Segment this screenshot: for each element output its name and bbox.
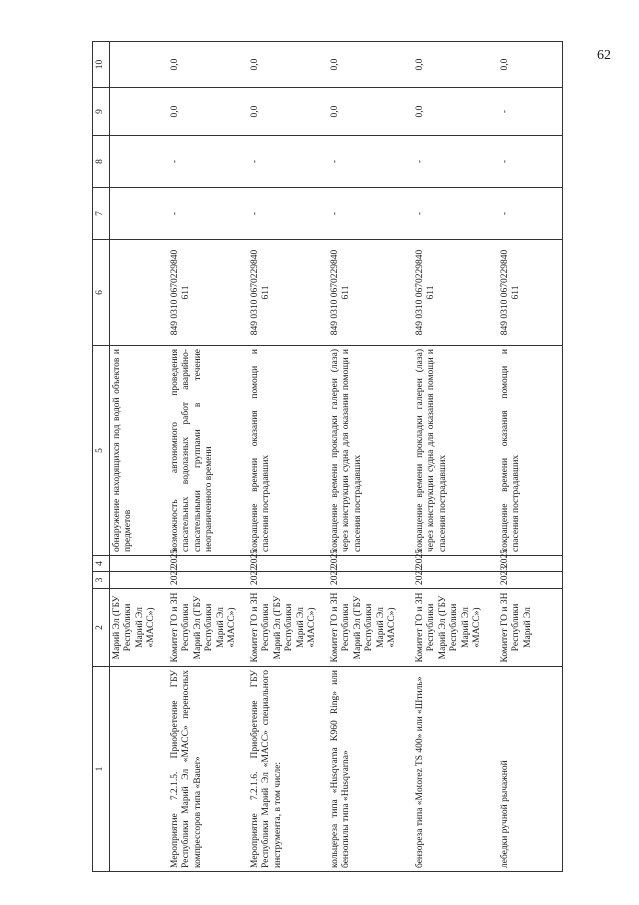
column-header: 1 xyxy=(93,667,110,872)
column-header: 2 xyxy=(93,589,110,667)
cell-col9: 0,0 xyxy=(328,88,413,136)
column-header: 9 xyxy=(93,88,110,136)
cell-end-year: 2025 xyxy=(168,556,248,572)
cell-end-year: 2025 xyxy=(328,556,413,572)
cell-col9 xyxy=(109,88,168,136)
program-table xyxy=(92,41,563,872)
cell-measure: лебедки ручной рычажной xyxy=(498,667,563,872)
cell-executor: Комитет ГО и ЗН Республики Марий Эл (ГБУ Республики Марий Эл «МАСС») xyxy=(413,589,498,667)
cell-col8: - xyxy=(168,136,248,188)
cell-start-year: 2022 xyxy=(328,572,413,589)
column-header: 4 xyxy=(93,556,110,572)
cell-result: сокращение времени прокладки галереи (лаза) через конструкции судна для оказания помощи и спасения пострадавших xyxy=(413,346,498,556)
cell-col8: - xyxy=(498,136,563,188)
cell-result: возможность автономного проведения спасательных водолазных работ аварийно-спасательными группами в течение неограниченного времени xyxy=(168,346,248,556)
cell-start-year: 2023 xyxy=(498,572,563,589)
cell-measure: кольцереза типа «Husqvarna K960 Ring» или бензопилы типа «Husqvarna» xyxy=(328,667,413,872)
cell-col7: - xyxy=(498,188,563,240)
table-row xyxy=(328,42,413,872)
cell-end-year: 2025 xyxy=(498,556,563,572)
cell-col9: 0,0 xyxy=(168,88,248,136)
cell-end-year xyxy=(109,556,168,572)
table-row xyxy=(109,42,168,872)
cell-start-year: 2022 xyxy=(248,572,328,589)
cell-col10: 0,0 xyxy=(413,42,498,88)
cell-executor: Комитет ГО и ЗН Республики Марий Эл xyxy=(498,589,563,667)
cell-col7 xyxy=(109,188,168,240)
cell-measure xyxy=(109,667,168,872)
cell-executor: Комитет ГО и ЗН Республики Марий Эл (ГБУ Республики Марий Эл «МАСС») xyxy=(248,589,328,667)
cell-budget-code xyxy=(109,240,168,346)
table-row xyxy=(498,42,563,872)
cell-end-year: 2025 xyxy=(413,556,498,572)
cell-col10: 0,0 xyxy=(248,42,328,88)
cell-col7: - xyxy=(413,188,498,240)
cell-result: сокращение времени оказания помощи и спасения пострадавших xyxy=(498,346,563,556)
cell-col8: - xyxy=(328,136,413,188)
column-header: 7 xyxy=(93,188,110,240)
column-header: 5 xyxy=(93,346,110,556)
cell-measure: Мероприятие 7.2.1.5. Приобретение ГБУ Республики Марий Эл «МАСС» переносных компрессоров типа «Bauer» xyxy=(168,667,248,872)
cell-col7: - xyxy=(248,188,328,240)
cell-col7: - xyxy=(328,188,413,240)
cell-col9: 0,0 xyxy=(413,88,498,136)
cell-budget-code: 849 0310 0670229840 611 xyxy=(248,240,328,346)
table-header-row xyxy=(93,42,110,872)
cell-start-year: 2022 xyxy=(413,572,498,589)
cell-col7: - xyxy=(168,188,248,240)
cell-col10: 0,0 xyxy=(498,42,563,88)
cell-result: сокращение времени прокладки галереи (лаза) через конструкции судна для оказания помощи и спасения пострадавших xyxy=(328,346,413,556)
cell-col9: 0,0 xyxy=(248,88,328,136)
cell-col8: - xyxy=(413,136,498,188)
cell-executor: Комитет ГО и ЗН Республики Марий Эл (ГБУ Республики Марий Эл «МАСС») xyxy=(168,589,248,667)
cell-measure: Мероприятие 7.2.1.6. Приобретение ГБУ Республики Марий Эл «МАСС» специального инструмента, в том числе: xyxy=(248,667,328,872)
cell-measure: бензореза типа «Motorez TS 400» или «Штиль» xyxy=(413,667,498,872)
cell-executor: Марий Эл (ГБУ Республики Марий Эл «МАСС») xyxy=(109,589,168,667)
cell-col10: 0,0 xyxy=(168,42,248,88)
cell-budget-code: 849 0310 0670229840 611 xyxy=(168,240,248,346)
cell-result: обнаружение находящихся под водой объектов и предметов xyxy=(109,346,168,556)
cell-col9: - xyxy=(498,88,563,136)
cell-budget-code: 849 0310 0670229840 611 xyxy=(328,240,413,346)
page-number: 62 xyxy=(597,48,611,63)
cell-budget-code: 849 0310 0670229840 611 xyxy=(498,240,563,346)
cell-col10: 0,0 xyxy=(328,42,413,88)
table-row xyxy=(248,42,328,872)
column-header: 3 xyxy=(93,572,110,589)
cell-col8: - xyxy=(248,136,328,188)
column-header: 8 xyxy=(93,136,110,188)
column-header: 10 xyxy=(93,42,110,88)
cell-start-year: 2022 xyxy=(168,572,248,589)
rotated-table-container xyxy=(92,42,637,872)
cell-col10 xyxy=(109,42,168,88)
cell-end-year: 2025 xyxy=(248,556,328,572)
table-row xyxy=(168,42,248,872)
cell-start-year xyxy=(109,572,168,589)
cell-result: сокращение времени оказания помощи и спасения пострадавших xyxy=(248,346,328,556)
column-header: 6 xyxy=(93,240,110,346)
cell-executor: Комитет ГО и ЗН Республики Марий Эл (ГБУ Республики Марий Эл «МАСС») xyxy=(328,589,413,667)
cell-col8 xyxy=(109,136,168,188)
table-row xyxy=(413,42,498,872)
cell-budget-code: 849 0310 0670229840 611 xyxy=(413,240,498,346)
